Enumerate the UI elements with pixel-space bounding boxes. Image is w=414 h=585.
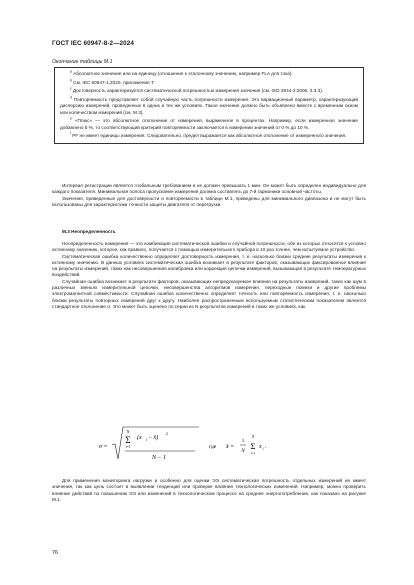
paragraph: Неопределенность измерения — это комбинация систематической ошибки и случайной погрешности, обе из которых относятся к условно истинному значению, которое, как правило, получается с помощью измерительного прибора в 10 раз точнее, чем испытуемое устройство. bbox=[52, 241, 366, 253]
term-rest: − x̄) bbox=[148, 435, 159, 441]
table-notes-box bbox=[54, 67, 364, 144]
mean-sum-lower: i=1 bbox=[250, 451, 256, 455]
note-f: $^f$ PF не имеет единицы измерения. Следовательно, предел выражается как абсолютное отклонение от измеренного значения. bbox=[70, 131, 347, 139]
term-sup: 2 bbox=[166, 432, 168, 436]
paragraphs-bottom bbox=[52, 478, 366, 503]
paragraphs-top bbox=[52, 183, 366, 208]
mean-den: N bbox=[241, 449, 245, 454]
table-continuation-label: Окончание таблицы М.1 bbox=[52, 59, 113, 65]
standard-deviation-formula bbox=[95, 425, 335, 467]
paragraphs-main bbox=[52, 241, 366, 310]
term-open: (x bbox=[137, 435, 142, 441]
mean-lhs: x̄ = bbox=[226, 444, 235, 450]
sum-sign: Σ bbox=[125, 435, 131, 445]
formula-lhs: σ = bbox=[99, 444, 108, 450]
mean-sub: i bbox=[262, 447, 264, 451]
note-e: $^e$ «Плюс» — это абсолютное отклонение от измерения, выраженное в процентах. Например, если измеренное значение добавлено 5 %, то соответствующий критерий повторяемости заключается в измерении значений от 0 % до 10 %. bbox=[60, 116, 358, 130]
mean-end: . bbox=[265, 444, 267, 450]
standard-header: ГОСТ IEC 60947-8-2—2024 bbox=[52, 40, 134, 47]
note-c: $^c$ Достоверность характеризуется систематической погрешностью измерения значения (см. ISO 3534-2:2006, 3.3.3). bbox=[70, 86, 324, 94]
page-number: 76 bbox=[52, 550, 58, 556]
mean-sum-upper: N bbox=[251, 435, 255, 439]
where-word: где bbox=[209, 444, 217, 450]
note-a: $^a$ Абсолютное значение или на единицу (отношение к эталонному значению, например FLA для тока). bbox=[70, 69, 293, 76]
paragraph: Для применения мониторинга нагрузки и особенно для оценки ЭЭ систематическая погрешность отдельных измерений не имеет значения, так как цель состоит в выявлении тенденций или проверке влияния технологических изменений. Например, можно проверить влияние действий по повышению ЭЭ или изменений в технологическом процессе на среднее энергопотребление, как показано на рисунке М.1. bbox=[52, 478, 366, 502]
mean-num: 1 bbox=[241, 439, 245, 444]
denominator: N − 1 bbox=[151, 455, 167, 461]
paragraph: Случайная ошибка возникает в результате факторов, оказывающих непредсказуемое влияние на результаты измерений, таких как шум в различных звеньях измерительной цепочки, несовершенства алгоритмов измерения, переходные помехи и другие проблемы электромагнитной совместимости. Случайная ошибка количественно определяет точность или повторяемость измерения, т. е. насколько близки результаты повторных измерений друг к другу. Наиболее распространенным используемым статистическим показателем является стандартное отклонение σ. Это может быть оценено по серии из N результатов измерений в таких же условиях, как bbox=[52, 278, 366, 309]
section-heading-block bbox=[52, 229, 366, 235]
section-title: М.3 Неопределенность bbox=[62, 229, 116, 234]
paragraph: Значения, приведенные для достоверности и повторяемости в таблице М.1, приведены для минимального диапазона и не могут быть использованы для характеристики точности защиты двигателя от перегрузки. bbox=[52, 195, 366, 207]
note-b: $^b$ См. IEC 60947-1:2020, приложение T. bbox=[70, 78, 155, 85]
paragraph: Систематическая ошибка количественно определяет достоверность измерения, т. е. насколько близки средние результаты измерения к истинному значению. В данных условиях систематическая ошибка возникает в результате факторов, оказывающих фиксированное влияние на результаты измерений, таких как несовершенная калибровка или коррекция цепочки измерений, вызывающая в результате температурных воздействий. bbox=[52, 253, 366, 278]
mean-sum-sign: Σ bbox=[250, 441, 256, 451]
sum-lower: i=1 bbox=[125, 445, 131, 449]
term-sub: i bbox=[146, 438, 147, 442]
paragraph: Интервал регистрации является глобальным требованием и не должен превышать 1 мин. Он может быть определен индивидуально для каждого показателя. Минимальная полоса пропускания измерения должна составлять до 7-й гармоники основной частоты. bbox=[52, 183, 366, 195]
note-d: $^d$ Повторяемость представляет собой случайную часть погрешности измерения. Это вариационный параметр, характеризующий дисперсию измерений, проведенных в одних и тех же условиях. Такое значение должно быть объявлено вместе с временным окном или количеством измерений (см. М.3). bbox=[60, 95, 358, 115]
sum-upper: N bbox=[126, 429, 130, 434]
mean-var: x bbox=[259, 444, 262, 450]
